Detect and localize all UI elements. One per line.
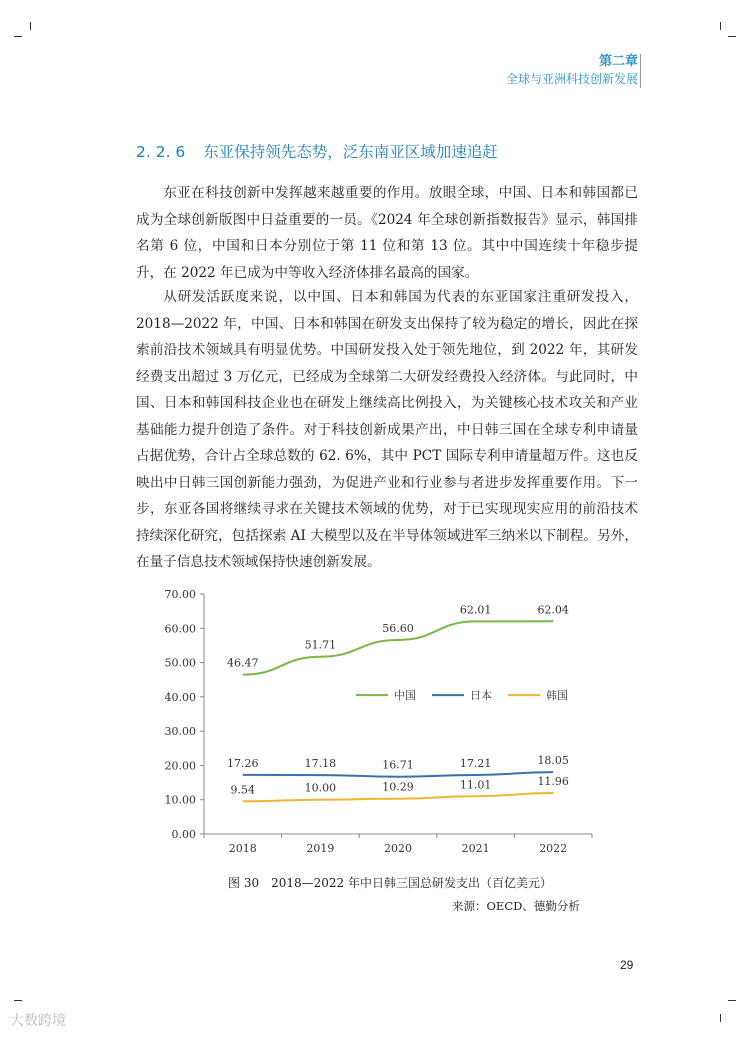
data-label: 10.29 <box>382 780 414 794</box>
figure-caption: 图 30 2018—2022 年中日韩三国总研发支出（百亿美元） <box>228 876 552 890</box>
crop-mark <box>30 22 31 30</box>
chapter-label: 第二章 <box>598 53 638 68</box>
crop-mark <box>720 1014 721 1022</box>
chart-svg <box>160 582 600 860</box>
crop-mark <box>720 22 721 30</box>
x-tick-label: 2018 <box>228 842 257 855</box>
data-label: 62.04 <box>537 603 569 617</box>
y-tick-label: 70.00 <box>164 588 196 601</box>
header-divider <box>640 54 641 88</box>
series-line-1 <box>243 772 553 777</box>
crop-mark <box>728 1000 736 1001</box>
data-label: 9.54 <box>230 783 256 797</box>
data-label: 18.05 <box>537 754 569 768</box>
running-header <box>506 52 638 88</box>
x-tick-label: 2019 <box>306 842 335 855</box>
crop-mark <box>14 1000 22 1001</box>
section-number: 2. 2. 6 <box>136 143 186 161</box>
paragraph: 从研发活跃度来说，以中国、日本和韩国为代表的东亚国家注重研发投入，2018—2022 年，中国、日本和韩国在研发支出保持了较为稳定的增长，因此在探索前沿技术领域具有明显优势。中国研发投入处于领先地位，到 2022 年，其研发经费支出超过 3 万亿元，已经成为全球第二大研发经费投入经济体。与此同时，中国、日本和韩国科技企业也在研发上继续高比例投入，为关键核心技术攻关和产业基础能力提升创造了条件。对于科技创新成果产出，中日韩三国在全球专利申请量占据优势，合计占全球总数的 62. 6%，其中 PCT 国际专利申请量超万件。这也反映出中日韩三国创新能力强劲，为促进产业和行业参与者进步发挥重要作用。下一步，东亚各国将继续寻求在关键技术领域的优势，对于已实现现实应用的前沿技术持续深化研究，包括探索 AI 大模型以及在半导体领域进军三纳米以下制程。另外，在量子信息技术领域保持快速创新发展。 <box>136 289 638 570</box>
data-label: 16.71 <box>382 758 414 772</box>
data-label: 62.01 <box>459 603 492 617</box>
crop-mark <box>728 36 736 37</box>
data-label: 46.47 <box>227 656 259 670</box>
legend-label: 韩国 <box>546 689 568 703</box>
data-label: 17.18 <box>304 757 337 771</box>
figure-source: 来源：OECD、德勤分析 <box>452 899 580 913</box>
y-tick-label: 10.00 <box>164 793 196 807</box>
data-label: 10.00 <box>304 781 337 795</box>
y-tick-label: 0.00 <box>171 828 196 841</box>
series-line-2 <box>243 793 553 801</box>
section-heading <box>136 140 498 162</box>
y-tick-label: 30.00 <box>164 725 196 739</box>
data-label: 11.96 <box>537 774 569 788</box>
line-chart <box>160 582 600 860</box>
data-label: 17.21 <box>459 756 492 770</box>
y-tick-label: 20.00 <box>164 759 196 773</box>
data-label: 17.26 <box>227 756 259 770</box>
paragraph: 东亚在科技创新中发挥越来越重要的作用。放眼全球，中国、日本和韩国都已成为全球创新版图中日益重要的一员。《2024 年全球创新指数报告》显示，韩国排名第 6 位，中国和日本分别位于第 11 位和第 13 位。其中中国连续十年稳步提升，在 2022 年已成为中等收入经济体排名最高的国家。 <box>136 185 638 281</box>
y-tick-label: 60.00 <box>164 622 196 636</box>
page-number: 29 <box>620 958 634 972</box>
legend-label: 日本 <box>470 689 492 703</box>
data-label: 51.71 <box>304 638 337 652</box>
watermark: 大数跨境 <box>10 1013 66 1029</box>
y-tick-label: 50.00 <box>164 656 196 670</box>
data-label: 11.01 <box>459 778 492 792</box>
section-title: 东亚保持领先态势，泛东南亚区域加速追赶 <box>203 143 498 161</box>
x-tick-label: 2021 <box>461 842 490 855</box>
chapter-subtitle: 全球与亚洲科技创新发展 <box>505 72 638 86</box>
x-tick-label: 2020 <box>384 842 412 855</box>
y-tick-label: 40.00 <box>164 690 196 704</box>
x-tick-label: 2022 <box>539 842 568 855</box>
data-label: 56.60 <box>382 621 414 635</box>
legend-label: 中国 <box>394 689 416 703</box>
crop-mark <box>14 36 22 37</box>
